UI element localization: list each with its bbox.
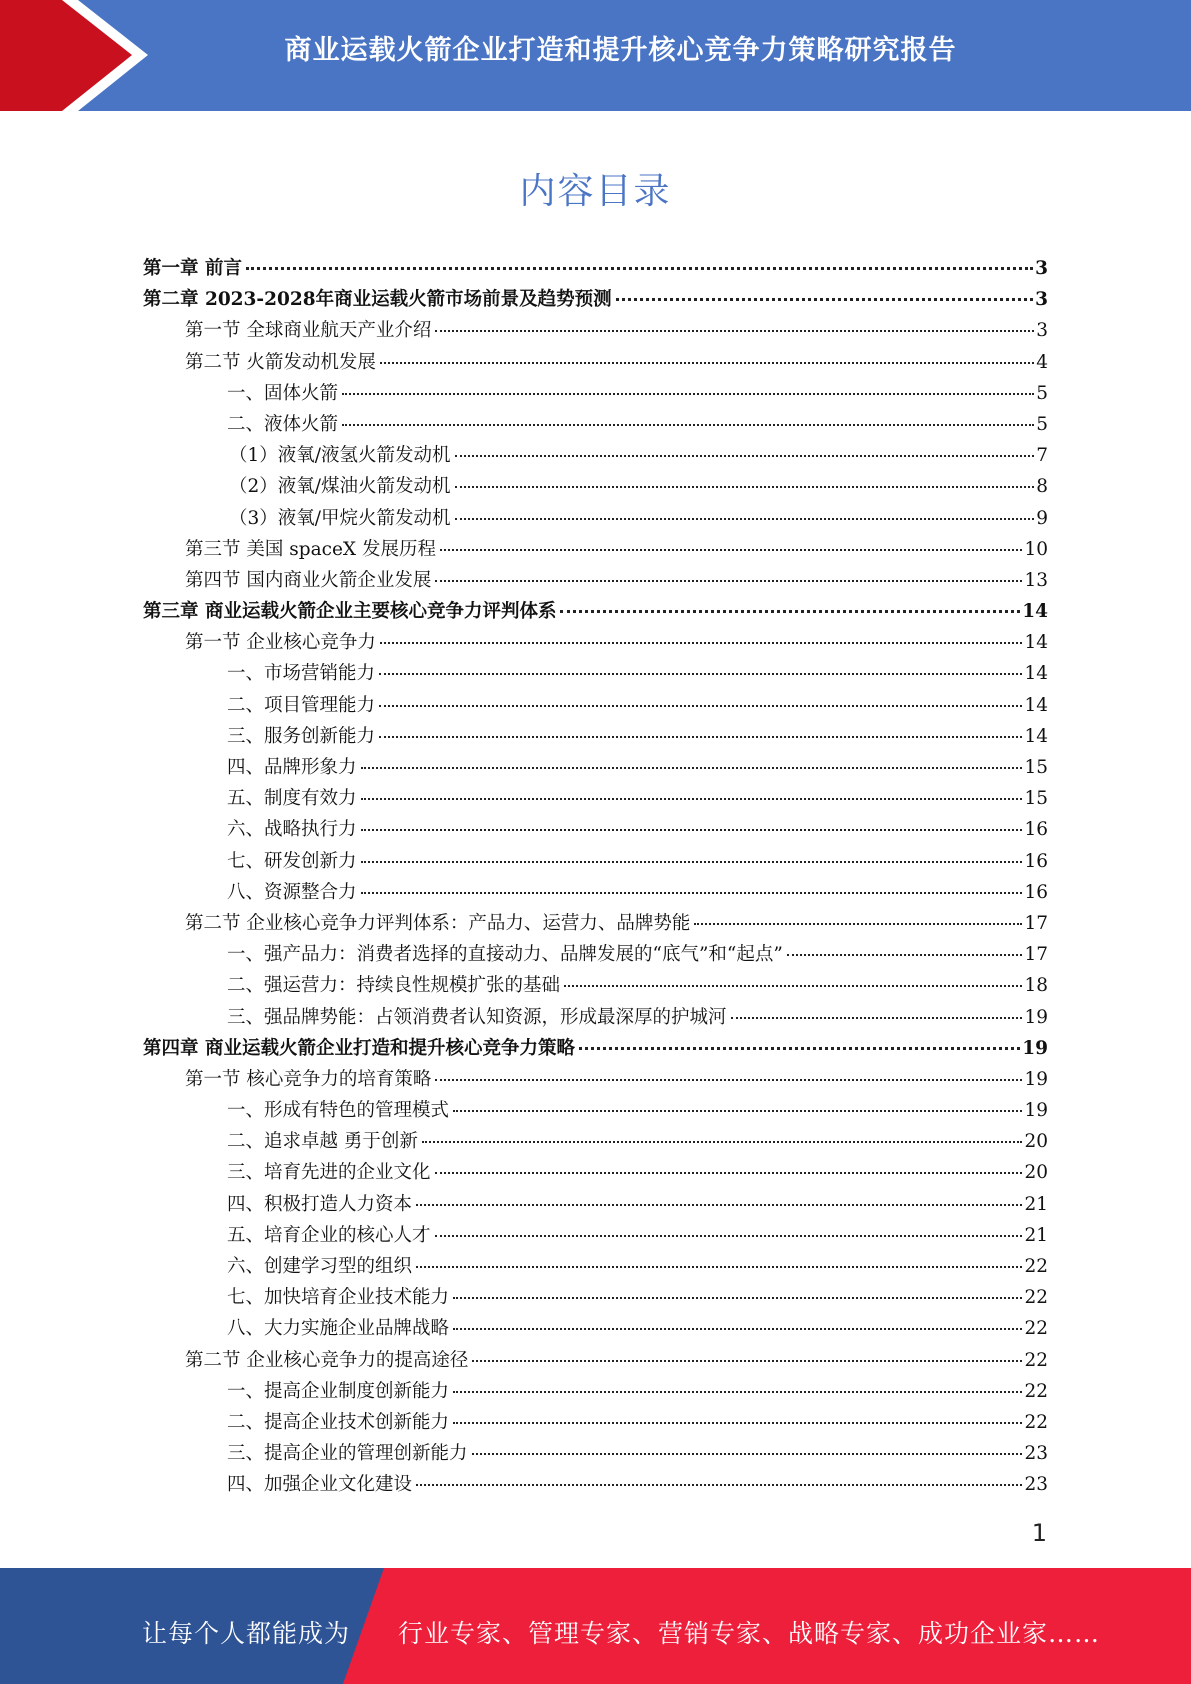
toc-entry-page: 21 bbox=[1024, 1193, 1048, 1215]
toc-entry-title: 四、加强企业文化建设 bbox=[227, 1474, 413, 1496]
dot-leader bbox=[440, 549, 1022, 551]
toc-entry-title: 第一节 全球商业航天产业介绍 bbox=[185, 320, 432, 342]
toc-entry-page: 14 bbox=[1024, 663, 1048, 685]
toc-entry-page: 17 bbox=[1024, 944, 1048, 966]
toc-entry-title: 第二节 企业核心竞争力的提高途径 bbox=[185, 1349, 469, 1371]
toc-entry-page: 5 bbox=[1036, 382, 1048, 404]
toc-entry-page: 22 bbox=[1024, 1380, 1048, 1402]
dot-leader bbox=[361, 767, 1023, 769]
toc-entry[interactable] bbox=[143, 1470, 1048, 1501]
dot-leader bbox=[379, 736, 1022, 738]
dot-leader bbox=[379, 705, 1022, 707]
dot-leader bbox=[453, 1297, 1022, 1299]
footer-slogan-right: 行业专家、管理专家、营销专家、战略专家、成功企业家…… bbox=[398, 1619, 1101, 1648]
toc-entry-title: 三、培育先进的企业文化 bbox=[227, 1162, 431, 1184]
dot-leader bbox=[472, 1360, 1022, 1362]
dot-leader bbox=[246, 267, 1033, 270]
toc-entry-page: 19 bbox=[1024, 1068, 1048, 1090]
dot-leader bbox=[361, 798, 1023, 800]
toc-entry[interactable] bbox=[143, 909, 1048, 940]
dot-leader bbox=[694, 923, 1022, 925]
dot-leader bbox=[472, 1453, 1023, 1455]
dot-leader bbox=[453, 1110, 1022, 1112]
dot-leader bbox=[435, 1172, 1023, 1174]
dot-leader bbox=[342, 393, 1034, 395]
toc-entry[interactable] bbox=[143, 1252, 1048, 1283]
toc-entry-title: 三、提高企业的管理创新能力 bbox=[227, 1443, 468, 1465]
page-header bbox=[0, 0, 1191, 111]
dot-leader bbox=[564, 985, 1022, 987]
toc-entry-title: 五、制度有效力 bbox=[227, 788, 357, 810]
toc-entry-page: 22 bbox=[1024, 1287, 1048, 1309]
toc-entry[interactable] bbox=[143, 1190, 1048, 1221]
toc-entry-title: 三、强品牌势能：占领消费者认知资源，形成最深厚的护城河 bbox=[227, 1006, 727, 1028]
toc-entry-title: 二、追求卓越 勇于创新 bbox=[227, 1131, 418, 1153]
dot-leader bbox=[579, 1047, 1020, 1050]
toc-entry[interactable] bbox=[143, 566, 1048, 597]
toc-entry-title: 五、培育企业的核心人才 bbox=[227, 1224, 431, 1246]
dot-leader bbox=[455, 518, 1035, 520]
toc-entry[interactable] bbox=[143, 285, 1048, 316]
dot-leader bbox=[422, 1141, 1023, 1143]
toc-entry[interactable] bbox=[143, 753, 1048, 784]
toc-entry-page: 10 bbox=[1024, 538, 1048, 560]
footer-slogan-left: 让每个人都能成为 bbox=[142, 1619, 351, 1648]
toc-entry[interactable] bbox=[143, 597, 1048, 628]
toc-entry-page: 23 bbox=[1024, 1474, 1048, 1496]
toc-entry[interactable] bbox=[143, 348, 1048, 379]
toc-entry-page: 22 bbox=[1024, 1256, 1048, 1277]
toc-entry[interactable] bbox=[143, 971, 1048, 1002]
toc-entry-title: 一、市场营销能力 bbox=[227, 663, 376, 685]
toc-entry[interactable] bbox=[143, 379, 1048, 410]
toc-entry-page: 20 bbox=[1024, 1162, 1048, 1184]
toc-entry[interactable] bbox=[143, 441, 1048, 472]
toc-entry[interactable] bbox=[143, 472, 1048, 503]
toc-entry-page: 15 bbox=[1024, 757, 1048, 778]
toc-entry[interactable] bbox=[143, 1221, 1048, 1252]
toc-entry[interactable] bbox=[143, 316, 1048, 347]
toc-entry-title: 一、提高企业制度创新能力 bbox=[227, 1380, 450, 1402]
dot-leader bbox=[380, 642, 1023, 644]
dot-leader bbox=[361, 892, 1023, 894]
toc-entry-title: 一、固体火箭 bbox=[227, 382, 339, 404]
toc-entry[interactable] bbox=[143, 940, 1048, 971]
toc-entry-page: 13 bbox=[1024, 569, 1048, 591]
toc-entry[interactable] bbox=[143, 815, 1048, 846]
dot-leader bbox=[455, 486, 1035, 488]
toc-entry[interactable] bbox=[143, 1065, 1048, 1096]
dot-leader bbox=[453, 1328, 1022, 1330]
dot-leader bbox=[731, 1017, 1023, 1019]
dot-leader bbox=[416, 1484, 1022, 1486]
toc-entry[interactable] bbox=[143, 1034, 1048, 1065]
dot-leader bbox=[435, 330, 1034, 332]
toc-entry-title: 第四节 国内商业火箭企业发展 bbox=[185, 569, 432, 591]
toc-entry-title: 四、品牌形象力 bbox=[227, 757, 357, 778]
toc-entry-title: 六、创建学习型的组织 bbox=[227, 1256, 413, 1277]
toc-entry-page: 22 bbox=[1024, 1411, 1048, 1433]
page-number: 1 bbox=[1031, 1519, 1047, 1547]
toc-entry[interactable] bbox=[143, 535, 1048, 566]
toc-entry-title: 二、提高企业技术创新能力 bbox=[227, 1411, 450, 1433]
toc-entry-title: （2）液氧/煤油火箭发动机 bbox=[229, 476, 451, 498]
toc-entry-title: 第二节 火箭发动机发展 bbox=[185, 351, 376, 373]
table-of-contents bbox=[143, 254, 1048, 1502]
toc-entry-title: 二、强运营力：持续良性规模扩张的基础 bbox=[227, 975, 561, 997]
toc-entry[interactable] bbox=[143, 1127, 1048, 1158]
toc-entry[interactable] bbox=[143, 659, 1048, 690]
toc-entry[interactable] bbox=[143, 254, 1048, 285]
dot-leader bbox=[453, 1422, 1022, 1424]
toc-entry-page: 20 bbox=[1024, 1131, 1048, 1153]
toc-entry[interactable] bbox=[143, 1346, 1048, 1377]
toc-entry-title: 第一节 核心竞争力的培育策略 bbox=[185, 1068, 432, 1090]
dot-leader bbox=[455, 455, 1035, 457]
toc-entry-page: 17 bbox=[1024, 912, 1048, 934]
toc-entry-page: 9 bbox=[1036, 507, 1048, 529]
toc-entry-page: 21 bbox=[1024, 1224, 1048, 1246]
toc-entry-page: 19 bbox=[1022, 1037, 1048, 1059]
toc-entry-page: 3 bbox=[1035, 289, 1048, 311]
toc-entry-title: 八、大力实施企业品牌战略 bbox=[227, 1318, 450, 1340]
toc-entry[interactable] bbox=[143, 691, 1048, 722]
toc-entry-title: 一、形成有特色的管理模式 bbox=[227, 1100, 450, 1122]
toc-heading: 内容目录 bbox=[519, 171, 672, 212]
dot-leader bbox=[361, 861, 1023, 863]
toc-entry-title: 第四章 商业运载火箭企业打造和提升核心竞争力策略 bbox=[143, 1037, 575, 1059]
toc-entry[interactable] bbox=[143, 722, 1048, 753]
toc-entry[interactable] bbox=[143, 784, 1048, 815]
toc-entry[interactable] bbox=[143, 1439, 1048, 1470]
toc-entry-page: 7 bbox=[1036, 445, 1048, 467]
dot-leader bbox=[416, 1266, 1022, 1268]
toc-entry-title: 四、积极打造人力资本 bbox=[227, 1193, 413, 1215]
toc-entry-title: 第三章 商业运载火箭企业主要核心竞争力评判体系 bbox=[143, 601, 557, 623]
toc-entry-title: 第一章 前言 bbox=[143, 258, 242, 279]
toc-entry-title: 六、战略执行力 bbox=[227, 819, 357, 841]
toc-entry-page: 3 bbox=[1035, 258, 1048, 279]
toc-entry-title: 二、液体火箭 bbox=[227, 413, 339, 435]
red-arrow-graphic bbox=[0, 0, 170, 111]
dot-leader bbox=[435, 580, 1022, 582]
toc-entry-title: （1）液氧/液氢火箭发动机 bbox=[229, 445, 451, 467]
dot-leader bbox=[342, 424, 1034, 426]
toc-entry-page: 19 bbox=[1024, 1100, 1048, 1122]
dot-leader bbox=[435, 1235, 1023, 1237]
toc-entry[interactable] bbox=[143, 1408, 1048, 1439]
dot-leader bbox=[616, 298, 1034, 301]
toc-entry-page: 22 bbox=[1024, 1318, 1048, 1340]
toc-entry[interactable] bbox=[143, 847, 1048, 878]
toc-entry[interactable] bbox=[143, 1158, 1048, 1189]
toc-entry-page: 18 bbox=[1024, 975, 1048, 997]
toc-entry-title: 七、加快培育企业技术能力 bbox=[227, 1287, 450, 1309]
toc-entry-page: 16 bbox=[1024, 850, 1048, 872]
toc-entry-title: 第二节 企业核心竞争力评判体系：产品力、运营力、品牌势能 bbox=[185, 912, 691, 934]
toc-entry-title: 第一节 企业核心竞争力 bbox=[185, 632, 376, 654]
toc-entry-page: 3 bbox=[1036, 320, 1048, 342]
toc-entry-page: 22 bbox=[1024, 1349, 1048, 1371]
toc-entry-title: 第三节 美国 spaceX 发展历程 bbox=[185, 538, 436, 560]
toc-entry-page: 19 bbox=[1024, 1006, 1048, 1028]
toc-entry-page: 14 bbox=[1022, 601, 1048, 623]
dot-leader bbox=[416, 1204, 1022, 1206]
dot-leader bbox=[435, 1079, 1022, 1081]
report-title: 商业运载火箭企业打造和提升核心竞争力策略研究报告 bbox=[284, 35, 957, 66]
toc-entry-page: 23 bbox=[1024, 1443, 1048, 1465]
toc-entry-page: 14 bbox=[1024, 632, 1048, 654]
toc-entry[interactable] bbox=[143, 1283, 1048, 1314]
toc-entry-title: 八、资源整合力 bbox=[227, 881, 357, 903]
toc-entry-page: 5 bbox=[1036, 413, 1048, 435]
dot-leader bbox=[361, 829, 1023, 831]
toc-entry-title: 七、研发创新力 bbox=[227, 850, 357, 872]
toc-entry[interactable] bbox=[143, 1003, 1048, 1034]
toc-entry-title: 第二章 2023-2028年商业运载火箭市场前景及趋势预测 bbox=[143, 289, 612, 311]
page-footer bbox=[0, 1568, 1191, 1684]
dot-leader bbox=[453, 1391, 1022, 1393]
toc-entry[interactable] bbox=[143, 878, 1048, 909]
toc-entry[interactable] bbox=[143, 504, 1048, 535]
toc-entry-page: 14 bbox=[1024, 725, 1048, 747]
toc-entry[interactable] bbox=[143, 1377, 1048, 1408]
toc-entry-page: 14 bbox=[1024, 694, 1048, 716]
dot-leader bbox=[787, 954, 1023, 956]
toc-entry-page: 8 bbox=[1036, 476, 1048, 498]
toc-entry-page: 16 bbox=[1024, 881, 1048, 903]
toc-entry-title: 一、强产品力：消费者选择的直接动力、品牌发展的“底气”和“起点” bbox=[227, 944, 783, 966]
toc-entry-page: 16 bbox=[1024, 819, 1048, 841]
toc-entry-title: （3）液氧/甲烷火箭发动机 bbox=[229, 507, 451, 529]
toc-entry-title: 二、项目管理能力 bbox=[227, 694, 376, 716]
toc-entry-page: 15 bbox=[1024, 788, 1048, 810]
toc-entry-page: 4 bbox=[1036, 351, 1048, 373]
toc-entry-title: 三、服务创新能力 bbox=[227, 725, 376, 747]
dot-leader bbox=[380, 362, 1034, 364]
toc-entry[interactable] bbox=[143, 628, 1048, 659]
dot-leader bbox=[379, 673, 1022, 675]
dot-leader bbox=[560, 610, 1020, 613]
toc-entry[interactable] bbox=[143, 1096, 1048, 1127]
toc-entry[interactable] bbox=[143, 410, 1048, 441]
toc-entry[interactable] bbox=[143, 1314, 1048, 1345]
